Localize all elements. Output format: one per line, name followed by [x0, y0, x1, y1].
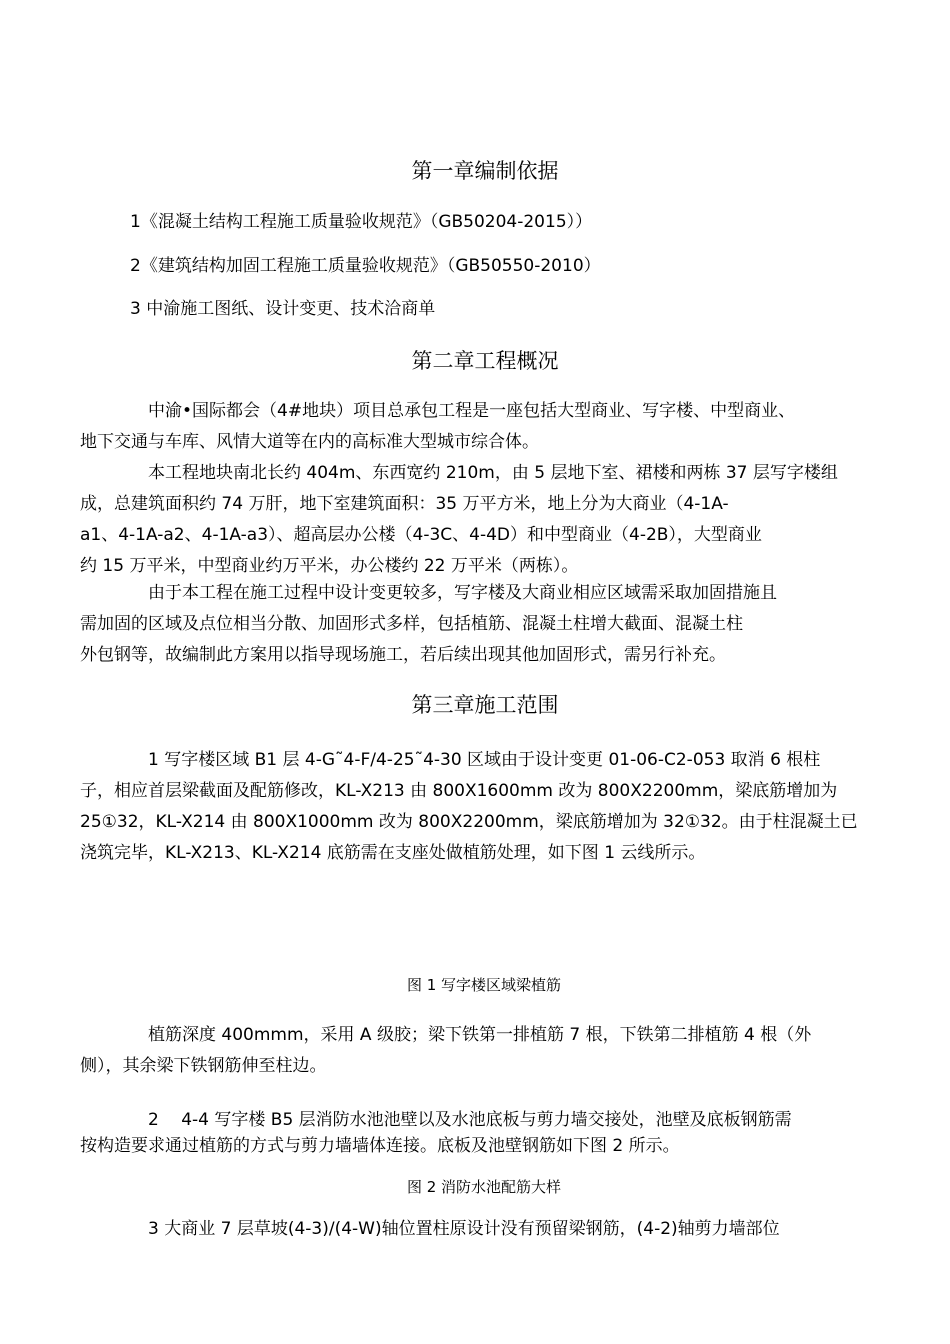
paragraph-line: 3 大商业 7 层草坡(4-3)/(4-W)轴位置柱原设计没有预留梁钢筋，(4-2)轴剪力墙部位: [148, 1219, 780, 1239]
paragraph-line: 地下交通与车库、风情大道等在内的高标准大型城市综合体。: [80, 432, 539, 452]
paragraph-line: 按构造要求通过植筋的方式与剪力墙墙体连接。底板及池壁钢筋如下图 2 所示。: [80, 1136, 680, 1156]
chapter2-title: 第二章工程概况: [411, 349, 559, 373]
chapter1-item-2: 2《建筑结构加固工程施工质量验收规范》（GB50550-2010）: [130, 256, 601, 276]
chapter3-title: 第三章施工范围: [411, 693, 559, 717]
chapter2-paragraph-2: [80, 458, 838, 582]
paragraph-line: 约 15 万平米，中型商业约万平米，办公楼约 22 万平米（两栋）。: [80, 556, 579, 576]
chapter1-title: 第一章编制依据: [411, 159, 559, 183]
chapter1-item-1: 1《混凝土结构工程施工质量验收规范》（GB50204-2015））: [130, 212, 593, 232]
chapter3-item-1: [80, 745, 858, 869]
figure1-caption: 图 1 写字楼区域梁植筋: [406, 976, 562, 994]
chapter2-paragraph-3: [80, 578, 777, 671]
paragraph-line: 浇筑完毕，KL-X213、KL-X214 底筋需在支座处做植筋处理，如下图 1 云线所示。: [80, 843, 706, 863]
figure2-caption: 图 2 消防水池配筋大样: [406, 1178, 562, 1196]
paragraph-line: a1、4-1A-a2、4-1A-a3）、超高层办公楼（4-3C、4-4D）和中型商业（4-2B），大型商业: [80, 525, 762, 545]
chapter3-item-2: [80, 1107, 792, 1159]
paragraph-line: 需加固的区域及点位相当分散、加固形式多样，包括植筋、混凝土柱增大截面、混凝土柱: [80, 614, 743, 634]
paragraph-line: 1 写字楼区域 B1 层 4-G˜4-F/4-25˜4-30 区域由于设计变更 01-06-C2-053 取消 6 根柱: [148, 750, 821, 770]
paragraph-line: 中渝•国际都会（4#地块）项目总承包工程是一座包括大型商业、写字楼、中型商业、: [148, 401, 796, 421]
paragraph-line: 本工程地块南北长约 404m、东西宽约 210m，由 5 层地下室、裙楼和两栋 37 层写字楼组: [148, 463, 838, 483]
chapter3-note-1: [80, 1020, 811, 1082]
chapter3-item-3: [80, 1214, 780, 1245]
chapter2-paragraph-1: [80, 396, 795, 458]
paragraph-line: 由于本工程在施工过程中设计变更较多，写字楼及大商业相应区域需采取加固措施且: [148, 583, 777, 603]
paragraph-line: 外包钢等，故编制此方案用以指导现场施工，若后续出现其他加固形式，需另行补充。: [80, 645, 726, 665]
paragraph-line: 侧），其余梁下铁钢筋伸至柱边。: [80, 1056, 327, 1076]
paragraph-line: 子，相应首层梁截面及配筋修改，KL-X213 由 800X1600mm 改为 800X2200mm，梁底筋增加为: [80, 781, 838, 801]
paragraph-line: 成，总建筑面积约 74 万肝，地下室建筑面积：35 万平方米，地上分为大商业（4-1A-: [80, 494, 729, 514]
paragraph-line: 植筋深度 400mmm，采用 A 级胶；梁下铁第一排植筋 7 根，下铁第二排植筋 4 根（外: [148, 1025, 812, 1045]
chapter1-item-3: 3 中渝施工图纸、设计变更、技术洽商单: [130, 299, 436, 319]
paragraph-line: 25①32，KL-X214 由 800X1000mm 改为 800X2200mm，梁底筋增加为 32①32。由于柱混凝土已: [80, 812, 858, 832]
paragraph-line: 2 4-4 写字楼 B5 层消防水池池壁以及水池底板与剪力墙交接处，池壁及底板钢筋需: [148, 1110, 792, 1130]
